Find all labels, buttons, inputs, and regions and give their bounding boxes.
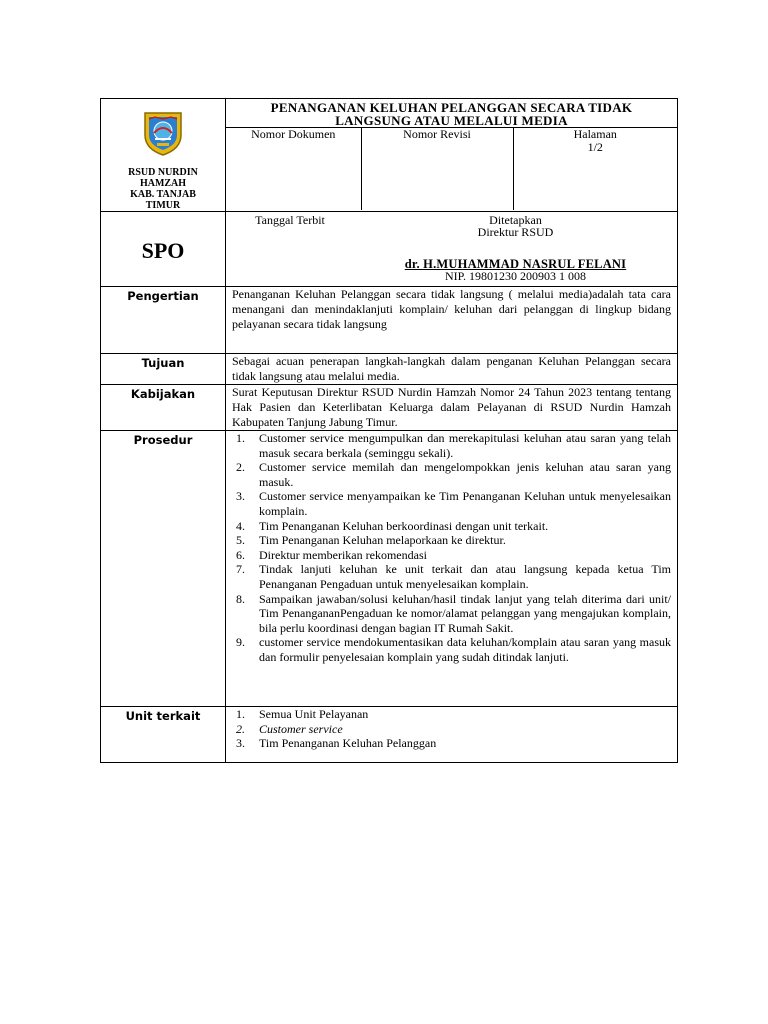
unit-terkait-label: Unit terkait [125,709,201,723]
tujuan-label: Tujuan [141,356,185,370]
prosedur-list [226,431,677,665]
halaman-cell [513,128,677,211]
list-item: 5. Tim Penanganan Keluhan melaporkaan ke direktur. [236,533,506,548]
director-nip: NIP. 19801230 200903 1 008 [444,269,586,283]
signature-block [226,212,677,282]
list-item: 3. Tim Penanganan Keluhan Pelanggan [236,736,437,751]
halaman-value: 1/2 [587,140,603,154]
list-item: 9. customer service mendokumentasikan data keluhan/komplain atau saran yang masuk dan formulir penyelesaian komplain yang sudah ditindak lanjuti. [236,635,671,664]
tanggal-terbit-label: Tanggal Terbit [255,213,325,227]
pengertian-label: Pengertian [127,289,199,303]
ditetapkan-label: Ditetapkan [489,213,542,227]
header-right [226,99,678,212]
list-item: 6. Direktur memberikan rekomendasi [236,547,427,562]
doc-info-table [226,127,677,210]
prosedur-label: Prosedur [133,433,193,447]
list-item: 3. Customer service menyampaikan ke Tim Penanganan Keluhan untuk menyelesaikan komplain. [236,489,671,518]
kebijakan-text: Surat Keputusan Direktur RSUD Nurdin Hamzah Nomor 24 Tahun 2023 tentang tentang Hak Pasien dan Keterlibatan Keluarga dalam Pelayanan di RSUD Nurdin Hamzah Kabupaten Tanjung Jabung Timur. [232,385,671,429]
spo-document [100,98,678,763]
list-item: 2. Customer service [236,721,343,736]
list-item: 1. Semua Unit Pelayanan [236,707,369,721]
list-item: 1. Customer service mengumpulkan dan merekapitulasi keluhan atau saran yang telah masuk secara berkala (seminggu sekali). [236,431,671,460]
list-item: 7. Tindak lanjuti keluhan ke unit terkait dan atau langsung kepada ketua Tim Penanganan Pengaduan untuk menyelesaikan komplain. [236,562,671,591]
list-item: 4. Tim Penanganan Keluhan berkoordinasi dengan unit terkait. [236,518,549,533]
nomor-dokumen-label: Nomor Dokumen [226,128,361,211]
list-item: 2. Customer service memilah dan mengelompokkan jenis keluhan atau saran yang masuk. [236,460,671,489]
unit-list [226,707,677,751]
spo-label: SPO [141,238,185,263]
list-item: 8. Sampaikan jawaban/solusi keluhan/hasil tindak lanjut yang telah diterima dari unit/ Tim PenangananPengaduan ke nomor/alamat pelanggan yang mengajukan komplain, bila perlu koordinasi dengan bagian IT Rumah Sakit. [236,591,671,635]
tujuan-text: Sebagai acuan penerapan langkah-langkah dalam penganan Keluhan Pelanggan secara tidak langsung atau melalui media. [232,354,671,383]
hospital-name: RSUD NURDIN HAMZAH KAB. TANJAB TIMUR [128,167,198,211]
logo-cell [101,99,226,212]
kebijakan-label: Kabijakan [130,387,196,401]
halaman-label: Halaman [573,127,617,141]
nomor-revisi-label: Nomor Revisi [361,128,513,211]
document-title: PENANGANAN KELUHAN PELANGGAN SECARA TIDAK LANGSUNG ATAU MELALUI MEDIA [270,100,633,128]
director-name: dr. H.MUHAMMAD NASRUL FELANI [404,257,627,271]
hospital-logo-icon [101,109,225,162]
pengertian-text: Penanganan Keluhan Pelanggan secara tidak langsung ( melalui media)adalah tata cara menangani dan menindaklanjuti komplain/ keluhan dari pelanggan di lingkup bidang pelayanan secara tidak langsung [232,287,671,331]
direktur-label: Direktur RSUD [477,225,554,239]
